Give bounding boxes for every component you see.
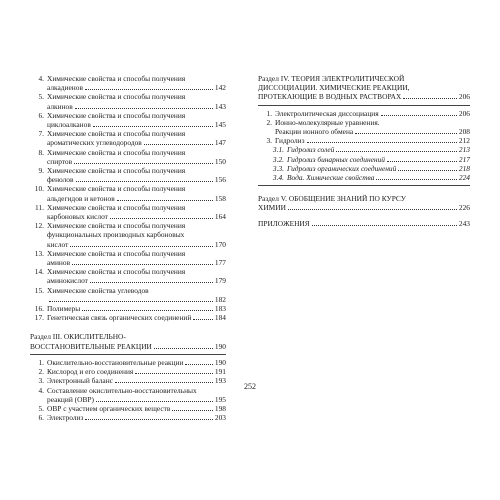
toc-entry: [30, 367, 226, 376]
dot-leader: [403, 92, 457, 99]
toc-entry-last-line: [47, 157, 226, 166]
toc-page-number: 193: [214, 376, 226, 386]
toc-entry-title: [47, 148, 226, 166]
toc-entry-line: Химические свойства и способы получения: [47, 129, 186, 139]
dot-leader: [117, 194, 213, 201]
toc-entry-number: 7.: [38, 129, 44, 139]
toc-entry-last-line: [47, 304, 226, 313]
toc-page-number: 190: [214, 357, 226, 367]
dot-leader: [76, 175, 213, 182]
dot-leader: [144, 138, 213, 145]
toc-left-column: [30, 74, 226, 422]
toc-entry-line: Химические свойства и способы получения: [47, 267, 186, 277]
toc-entry-title: [47, 313, 226, 322]
toc-entry-line: Химические свойства и способы получения: [47, 184, 186, 194]
toc-entry-number: 4.: [38, 385, 44, 395]
toc-entry-title: [47, 286, 226, 304]
toc-entry-last-line: [47, 258, 226, 267]
toc-entry-title: [258, 219, 470, 228]
toc-entry-title: [47, 249, 226, 267]
toc-entry-number: 3.3.: [272, 163, 284, 173]
toc-entry-text: аминов: [47, 258, 71, 268]
toc-entry-number: 13.: [34, 248, 44, 258]
toc-entry-number: 2.: [38, 367, 44, 377]
toc-entry-text: Гидролиз: [275, 136, 305, 146]
toc-entry-text: спиртов: [47, 156, 73, 166]
toc-entry: [258, 164, 470, 173]
toc-entry-line: функциональных производных карбоновых: [47, 230, 185, 240]
toc-entry-number: 6.: [38, 413, 44, 423]
dot-leader: [85, 413, 212, 420]
dot-leader: [193, 313, 213, 320]
toc-entry-number: 11.: [35, 202, 44, 212]
toc-page-number: 150: [214, 156, 226, 166]
toc-entry-number: 3.1.: [272, 145, 284, 155]
toc-entry: [30, 203, 226, 221]
toc-entry: [30, 413, 226, 422]
toc-entry: [258, 155, 470, 164]
dot-leader: [376, 173, 457, 180]
toc-entry-title: [47, 304, 226, 313]
section-rule: [258, 105, 470, 106]
toc-entry-number: 3.: [266, 136, 272, 146]
dot-leader: [93, 120, 213, 127]
toc-entry-last-line: [47, 212, 226, 221]
toc-page-number: 184: [214, 313, 226, 323]
toc-entry-line: Химические свойства и способы получения: [47, 74, 186, 83]
toc-page-number: 208: [458, 127, 470, 137]
toc-entry-text: Генетическая связь органических соединений: [47, 313, 192, 323]
toc-entry: [258, 136, 470, 145]
toc-page-number: 177: [214, 258, 226, 268]
toc-entry-line: Раздел III. ОКИСЛИТЕЛЬНО-: [30, 332, 126, 342]
toc-entry: [258, 173, 470, 182]
dot-leader: [72, 258, 213, 265]
toc-entry-line: Химические свойства углеводов: [47, 285, 149, 295]
dot-leader: [336, 145, 457, 152]
toc-page-number: 143: [214, 101, 226, 111]
toc-entry-title: [47, 111, 226, 129]
toc-entry: [30, 221, 226, 249]
toc-entry-last-line: [47, 276, 226, 285]
toc-page-number: 212: [458, 136, 470, 146]
toc-entry-last-line: [275, 109, 470, 118]
dot-leader: [381, 109, 457, 116]
toc-entry-last-line: [47, 367, 226, 376]
toc-page-number: 195: [214, 394, 226, 404]
toc-entry-text: Вода. Химические свойства: [287, 173, 375, 183]
toc-entry: [30, 184, 226, 202]
section-rule: [258, 185, 470, 186]
toc-entry: [30, 358, 226, 367]
toc-entry-title: [47, 203, 226, 221]
toc-entry-line: Составление окислительно-восстановительных: [47, 385, 197, 395]
section-heading: [30, 332, 226, 350]
dot-leader: [82, 304, 213, 311]
toc-page-number: 147: [214, 138, 226, 148]
toc-entry-number: 4.: [38, 74, 44, 83]
toc-entry: [30, 74, 226, 92]
toc-page-number: 182: [214, 294, 226, 304]
toc-entry-title: [47, 358, 226, 367]
toc-entry-text: Кислород и его соединения: [47, 367, 134, 377]
toc-entry-title: [47, 221, 226, 249]
toc-entry-text: Электронный баланс: [47, 376, 113, 386]
toc-entry: [30, 92, 226, 110]
toc-entry-title: [287, 155, 470, 164]
toc-entry-title: [47, 413, 226, 422]
dot-leader: [307, 136, 457, 143]
toc-entry-line: Химические свойства и способы получения: [47, 221, 186, 231]
toc-entry-title: [47, 267, 226, 285]
toc-entry-last-line: [47, 83, 226, 92]
toc-page-number: 190: [214, 341, 226, 351]
toc-entry-last-line: [47, 240, 226, 249]
toc-entry-last-line: [275, 136, 470, 145]
toc-entry-number: 3.2.: [272, 154, 284, 164]
dot-leader: [387, 155, 457, 162]
toc-entry-text: Реакции ионного обмена: [275, 127, 354, 137]
toc-entry-text: Гидролиз бинарных соединений: [287, 154, 385, 164]
toc-entry-text: реакций (ОВР): [47, 394, 94, 404]
dot-leader: [110, 212, 213, 219]
toc-entry-line: Химические свойства и способы получения: [47, 202, 186, 212]
toc-entry: [258, 118, 470, 136]
toc-entry-number: 5.: [38, 92, 44, 102]
toc-page-number: 156: [214, 175, 226, 185]
toc-entry-title: [275, 136, 470, 145]
toc-page-number: 142: [214, 83, 226, 93]
dot-leader: [398, 164, 457, 171]
toc-entry-line: ДИССОЦИАЦИИ. ХИМИЧЕСКИЕ РЕАКЦИИ,: [258, 83, 410, 93]
toc-entry: [30, 286, 226, 304]
toc-page-number: 198: [214, 403, 226, 413]
dot-leader: [90, 276, 213, 283]
toc-entry-title: [258, 194, 470, 212]
dot-leader: [185, 358, 212, 365]
toc-entry-text: карбоновых кислот: [47, 212, 108, 222]
toc-page-number: 224: [458, 173, 470, 183]
toc-entry-text: Гидролиз органических соединений: [287, 163, 397, 173]
toc-entry-last-line: [258, 219, 470, 228]
toc-page-number: 206: [458, 92, 470, 102]
toc-entry-last-line: [30, 342, 226, 351]
dot-leader: [74, 157, 213, 164]
toc-entry-number: 17.: [34, 313, 44, 323]
toc-entry-text: аминокислот: [47, 276, 88, 286]
toc-entry-title: [47, 184, 226, 202]
toc-entry-text: Гидролиз солей: [287, 145, 335, 155]
toc-page-number: 170: [214, 239, 226, 249]
toc-page-number: 206: [458, 108, 470, 118]
dot-leader: [355, 127, 457, 134]
dot-leader: [70, 240, 213, 247]
toc-page-number: 179: [214, 276, 226, 286]
toc-entry-last-line: [47, 295, 226, 304]
appendix-heading: [258, 219, 470, 228]
toc-entry-line: Раздел V. ОБОБЩЕНИЕ ЗНАНИЙ ПО КУРСУ: [258, 194, 406, 204]
toc-entry-number: 16.: [34, 304, 44, 314]
toc-entry-title: [275, 118, 470, 136]
toc-page-number: 158: [214, 193, 226, 203]
toc-entry-text: Окислительно-восстановительные реакции: [47, 357, 184, 367]
toc-entry-last-line: [47, 175, 226, 184]
toc-entry-text: ХИМИИ: [258, 203, 286, 213]
toc-entry-text: ароматических углеводородов: [47, 138, 142, 148]
toc-entry-last-line: [258, 203, 470, 212]
toc-page-number: 217: [458, 154, 470, 164]
toc-entry-number: 5.: [38, 403, 44, 413]
toc-entry: [30, 304, 226, 313]
toc-entry-last-line: [47, 404, 226, 413]
toc-entry-number: 12.: [34, 221, 44, 231]
toc-entry-last-line: [275, 127, 470, 136]
toc-page-number: 183: [214, 304, 226, 314]
toc-entry-number: 8.: [38, 147, 44, 157]
toc-entry-title: [30, 332, 226, 350]
toc-entry: [30, 129, 226, 147]
toc-entry-text: ВОССТАНОВИТЕЛЬНЫЕ РЕАКЦИИ: [30, 341, 152, 351]
toc-entry-last-line: [47, 138, 226, 147]
toc-entry-title: [287, 145, 470, 154]
toc-entry-text: ПРОТЕКАЮЩИЕ В ВОДНЫХ РАСТВОРАХ: [258, 92, 402, 102]
toc-page-number: 203: [214, 413, 226, 423]
toc-entry-last-line: [47, 102, 226, 111]
section-heading: [258, 194, 470, 212]
toc-entry-number: 10.: [34, 184, 44, 194]
toc-entry-text: фенолов: [47, 175, 74, 185]
toc-entry-line: Раздел IV. ТЕОРИЯ ЭЛЕКТРОЛИТИЧЕСКОЙ: [258, 74, 405, 83]
toc-entry-last-line: [47, 395, 226, 404]
toc-entry-last-line: [287, 164, 470, 173]
toc-entry-title: [47, 74, 226, 92]
toc-entry: [30, 267, 226, 285]
toc-page-number: 145: [214, 120, 226, 130]
toc-entry-text: Электролиз: [47, 413, 84, 423]
toc-entry-number: 2.: [266, 117, 272, 127]
toc-page-number: 213: [458, 145, 470, 155]
toc-page-number: 243: [458, 218, 470, 228]
toc-entry-number: 1.: [266, 108, 272, 118]
toc-entry-text: алкадиенов: [47, 83, 83, 93]
toc-entry-number: 1.: [38, 357, 44, 367]
toc-entry: [30, 249, 226, 267]
toc-entry: [30, 111, 226, 129]
toc-entry: [258, 109, 470, 118]
dot-leader: [75, 102, 213, 109]
toc-entry-title: [47, 129, 226, 147]
toc-entry-title: [258, 74, 470, 102]
toc-entry: [30, 313, 226, 322]
toc-entry-last-line: [287, 145, 470, 154]
toc-entry-text: ПРИЛОЖЕНИЯ: [258, 218, 310, 228]
toc-entry: [30, 166, 226, 184]
toc-right-column: [258, 74, 470, 228]
toc-entry: [30, 148, 226, 166]
dot-leader: [288, 203, 457, 210]
toc-entry-title: [47, 404, 226, 413]
dot-leader: [49, 295, 213, 302]
toc-entry-last-line: [47, 358, 226, 367]
toc-entry-last-line: [287, 155, 470, 164]
toc-entry-last-line: [47, 120, 226, 129]
toc-entry-last-line: [47, 413, 226, 422]
toc-entry-last-line: [47, 313, 226, 322]
toc-entry-text: циклоалканов: [47, 120, 91, 130]
toc-entry-line: Химические свойства и способы получения: [47, 92, 186, 102]
dot-leader: [135, 367, 213, 374]
page-number: 252: [244, 382, 256, 391]
toc-entry-text: Электролитическая диссоциация: [275, 108, 379, 118]
dot-leader: [172, 404, 213, 411]
toc-entry-line: Химические свойства и способы получения: [47, 248, 186, 258]
toc-entry-last-line: [47, 194, 226, 203]
toc-page-number: 226: [458, 203, 470, 213]
toc-entry-title: [47, 367, 226, 376]
toc-entry-line: Химические свойства и способы получения: [47, 110, 186, 120]
section-rule: [30, 354, 226, 355]
toc-entry-number: 3.4.: [272, 173, 284, 183]
toc-entry-text: Полимеры: [47, 304, 81, 314]
toc-entry-number: 15.: [34, 285, 44, 295]
toc-entry-title: [287, 164, 470, 173]
toc-entry-last-line: [258, 92, 470, 101]
toc-entry-text: алкинов: [47, 101, 73, 111]
toc-entry-line: Ионно-молекулярные уравнения.: [275, 117, 380, 127]
toc-page-number: 164: [214, 212, 226, 222]
toc-entry-number: 3.: [38, 376, 44, 386]
toc-entry-title: [275, 109, 470, 118]
dot-leader: [154, 342, 213, 349]
toc-entry-line: Химические свойства и способы получения: [47, 166, 186, 176]
toc-entry-line: Химические свойства и способы получения: [47, 147, 186, 157]
toc-entry: [30, 404, 226, 413]
toc-page-number: 218: [458, 163, 470, 173]
section-heading: [258, 74, 470, 102]
dot-leader: [85, 83, 213, 90]
dot-leader: [96, 395, 213, 402]
toc-entry-text: кислот: [47, 239, 69, 249]
toc-entry-number: 14.: [34, 267, 44, 277]
toc-entry-last-line: [287, 173, 470, 182]
toc-entry-number: 6.: [38, 110, 44, 120]
toc-entry: [258, 145, 470, 154]
toc-entry-text: альдегидов и кетонов: [47, 193, 115, 203]
dot-leader: [312, 219, 457, 226]
toc-entry-title: [287, 173, 470, 182]
toc-entry-title: [47, 166, 226, 184]
toc-page-number: 191: [214, 367, 226, 377]
toc-entry-text: ОВР с участием органических веществ: [47, 403, 171, 413]
toc-entry-number: 9.: [38, 166, 44, 176]
toc-entry-title: [47, 92, 226, 110]
